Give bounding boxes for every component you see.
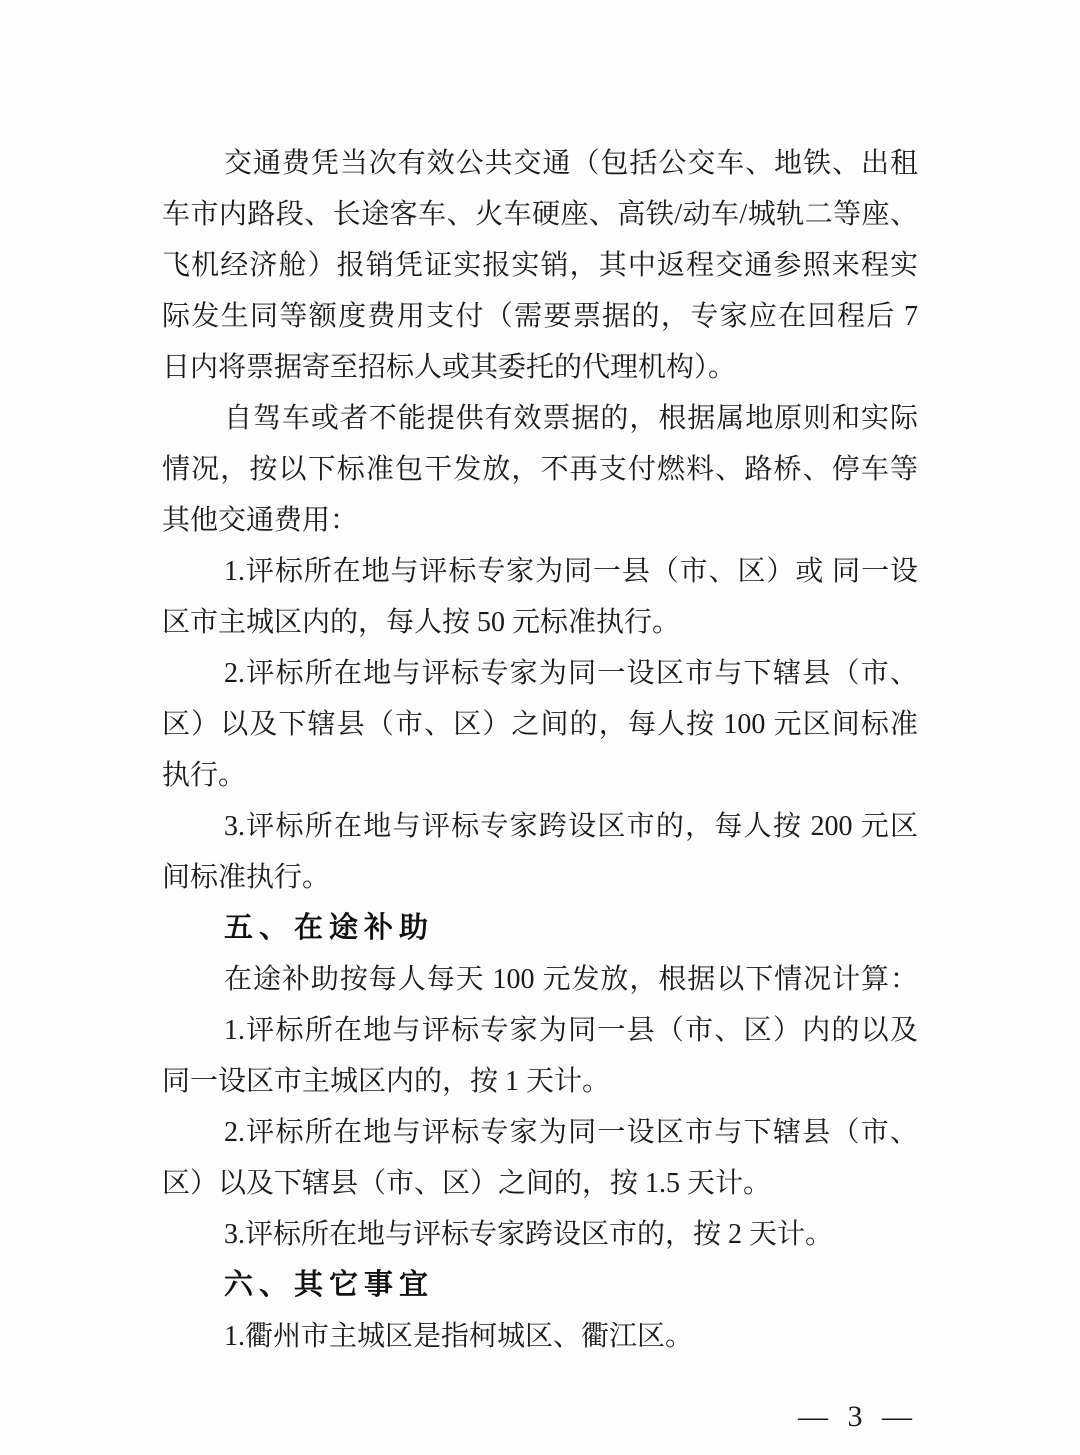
doc-line-2: 车市内路段、长途客车、火车硬座、高铁/动车/城轨二等座、 — [162, 199, 918, 230]
doc-line-21: 区）以及下辖县（市、区）之间的，按 1.5 天计。 — [162, 1168, 772, 1199]
heading-section-6-other-matters: 六、其它事宜 — [224, 1269, 435, 1301]
doc-line-14: 3.评标所在地与评标专家跨设区市的，每人按 200 元区 — [224, 811, 918, 842]
doc-line-13: 执行。 — [162, 760, 247, 791]
doc-line-18: 1.评标所在地与评标专家为同一县（市、区）内的以及 — [224, 1015, 918, 1046]
doc-line-24: 1.衢州市主城区是指柯城区、衢江区。 — [224, 1321, 694, 1352]
doc-line-9: 1.评标所在地与评标专家为同一县（市、区）或 同一设 — [224, 556, 918, 587]
doc-line-22: 3.评标所在地与评标专家跨设区市的，按 2 天计。 — [224, 1219, 834, 1250]
doc-line-3: 飞机经济舱）报销凭证实报实销，其中返程交通参照来程实 — [162, 250, 918, 281]
doc-line-17: 在途补助按每人每天 100 元发放，根据以下情况计算： — [224, 964, 918, 995]
doc-line-15: 间标准执行。 — [162, 862, 331, 893]
doc-line-4: 际发生同等额度费用支付（需要票据的，专家应在回程后 7 — [162, 301, 918, 332]
doc-line-11: 2.评标所在地与评标专家为同一设区市与下辖县（市、 — [224, 658, 918, 689]
doc-line-20: 2.评标所在地与评标专家为同一设区市与下辖县（市、 — [224, 1117, 918, 1148]
page-number: — 3 — — [798, 1400, 918, 1433]
doc-line-12: 区）以及下辖县（市、区）之间的，每人按 100 元区间标准 — [162, 709, 918, 740]
doc-line-6: 自驾车或者不能提供有效票据的，根据属地原则和实际 — [224, 403, 918, 434]
doc-line-10: 区市主城区内的，每人按 50 元标准执行。 — [162, 607, 681, 638]
heading-section-5-travel-allowance: 五、在途补助 — [224, 912, 435, 944]
doc-line-1: 交通费凭当次有效公共交通（包括公交车、地铁、出租 — [224, 148, 918, 179]
document-body — [162, 138, 918, 1362]
doc-line-19: 同一设区市主城区内的，按 1 天计。 — [162, 1066, 611, 1097]
doc-line-5: 日内将票据寄至招标人或其委托的代理机构）。 — [162, 352, 737, 383]
doc-line-8: 其他交通费用： — [162, 505, 359, 536]
doc-line-7: 情况，按以下标准包干发放，不再支付燃料、路桥、停车等 — [162, 454, 918, 485]
